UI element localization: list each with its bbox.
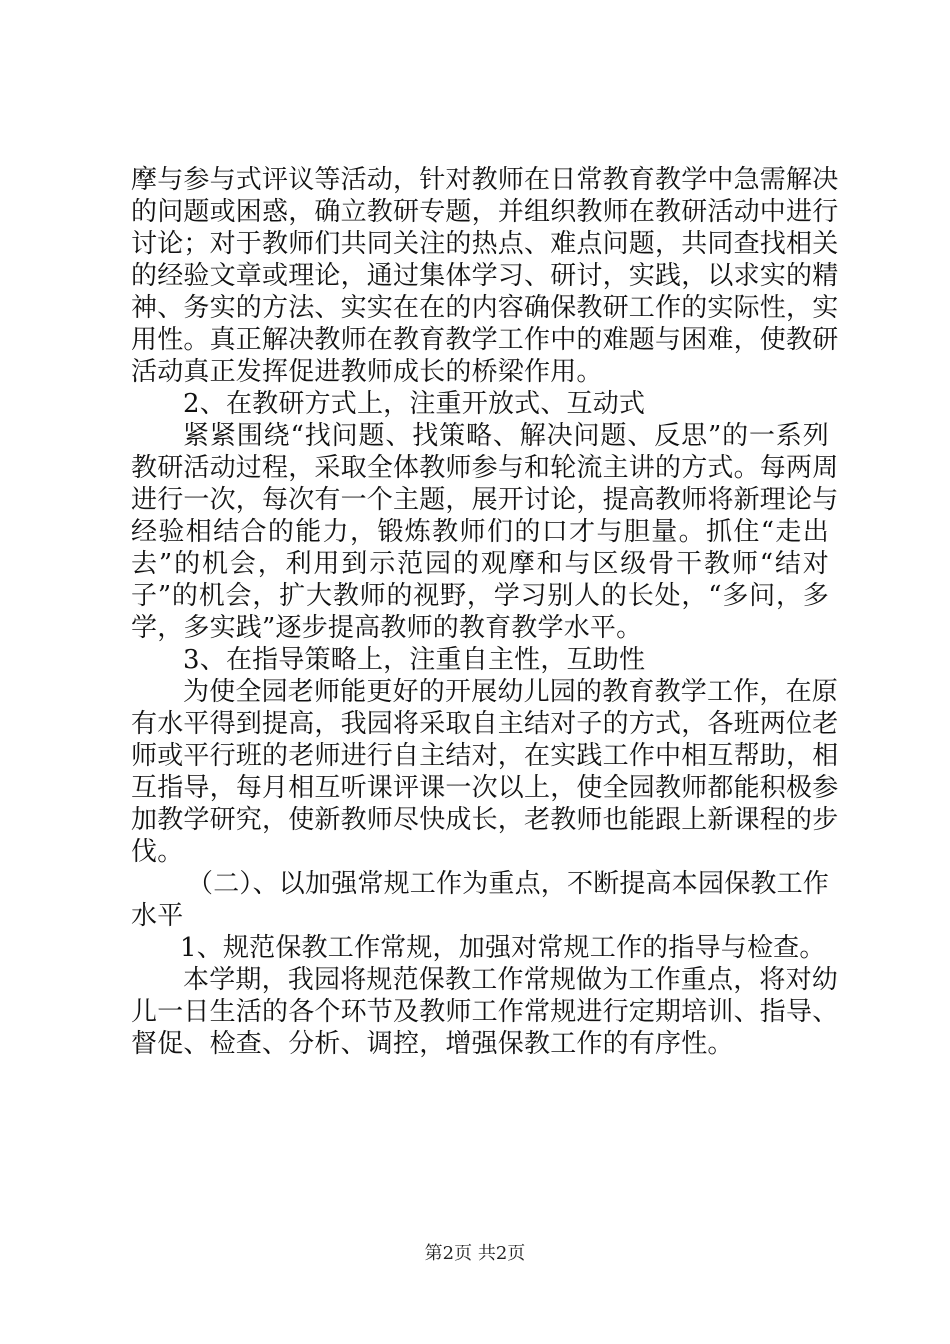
paragraph-line: 神、务实的方法、实实在在的内容确保教研工作的实际性，实 [131,293,839,323]
paragraph-line: 为使全园老师能更好的开展幼儿园的教育教学工作，在原 [183,677,839,707]
paragraph-line: 师或平行班的老师进行自主结对，在实践工作中相互帮助，相 [131,741,839,771]
paragraph-line: 互指导，每月相互听课评课一次以上，使全园教师都能积极参 [131,773,839,803]
subheading-guidance-strategy: 3、在指导策略上，注重自主性，互助性 [183,645,646,675]
paragraph-line: 有水平得到提高，我园将采取自主结对子的方式，各班两位老 [131,709,839,739]
paragraph-line: 加教学研究，使新教师尽快成长，老教师也能跟上新课程的步 [131,805,839,835]
paragraph-line: 本学期，我园将规范保教工作常规做为工作重点，将对幼 [183,965,839,995]
paragraph-line: 去”的机会，利用到示范园的观摩和与区级骨干教师“结对 [131,549,829,579]
paragraph-line: 紧紧围绕“找问题、找策略、解决问题、反思”的一系列 [183,421,829,451]
paragraph-line: 的经验文章或理论，通过集体学习、研讨，实践，以求实的精 [131,261,839,291]
paragraph-line: 活动真正发挥促进教师成长的桥梁作用。 [131,357,603,387]
document-body [131,164,839,1060]
section-heading: （二）、以加强常规工作为重点，不断提高本园保教工作 [187,869,830,899]
subheading-teaching-research-method: 2、在教研方式上，注重开放式、互动式 [183,389,646,419]
paragraph-line: 的问题或困惑，确立教研专题，并组织教师在教研活动中进行 [131,197,839,227]
paragraph-line: 经验相结合的能力，锻炼教师们的口才与胆量。抓住“走出 [131,517,829,547]
paragraph-line: 教研活动过程，采取全体教师参与和轮流主讲的方式。每两周 [131,453,839,483]
paragraph-line: 伐。 [131,837,184,867]
paragraph-line: 儿一日生活的各个环节及教师工作常规进行定期培训、指导、 [131,997,839,1027]
subheading-standardize-routine: 1、规范保教工作常规，加强对常规工作的指导与检查。 [180,933,826,963]
paragraph-line: 用性。真正解决教师在教育教学工作中的难题与困难，使教研 [131,325,839,355]
paragraph-line: 学，多实践”逐步提高教师的教育教学水平。 [131,613,643,643]
paragraph-line: 督促、检查、分析、调控，增强保教工作的有序性。 [131,1029,734,1059]
paragraph-line: 讨论；对于教师们共同关注的热点、难点问题，共同查找相关 [131,229,839,259]
paragraph-line: 摩与参与式评议等活动，针对教师在日常教育教学中急需解决 [131,165,839,195]
paragraph-line: 子”的机会，扩大教师的视野，学习别人的长处，“多问，多 [131,581,829,611]
paragraph-line: 进行一次，每次有一个主题，展开讨论，提高教师将新理论与 [131,485,839,515]
page-number-footer: 第2页 共2页 [424,1243,526,1264]
section-heading: 水平 [131,901,184,931]
